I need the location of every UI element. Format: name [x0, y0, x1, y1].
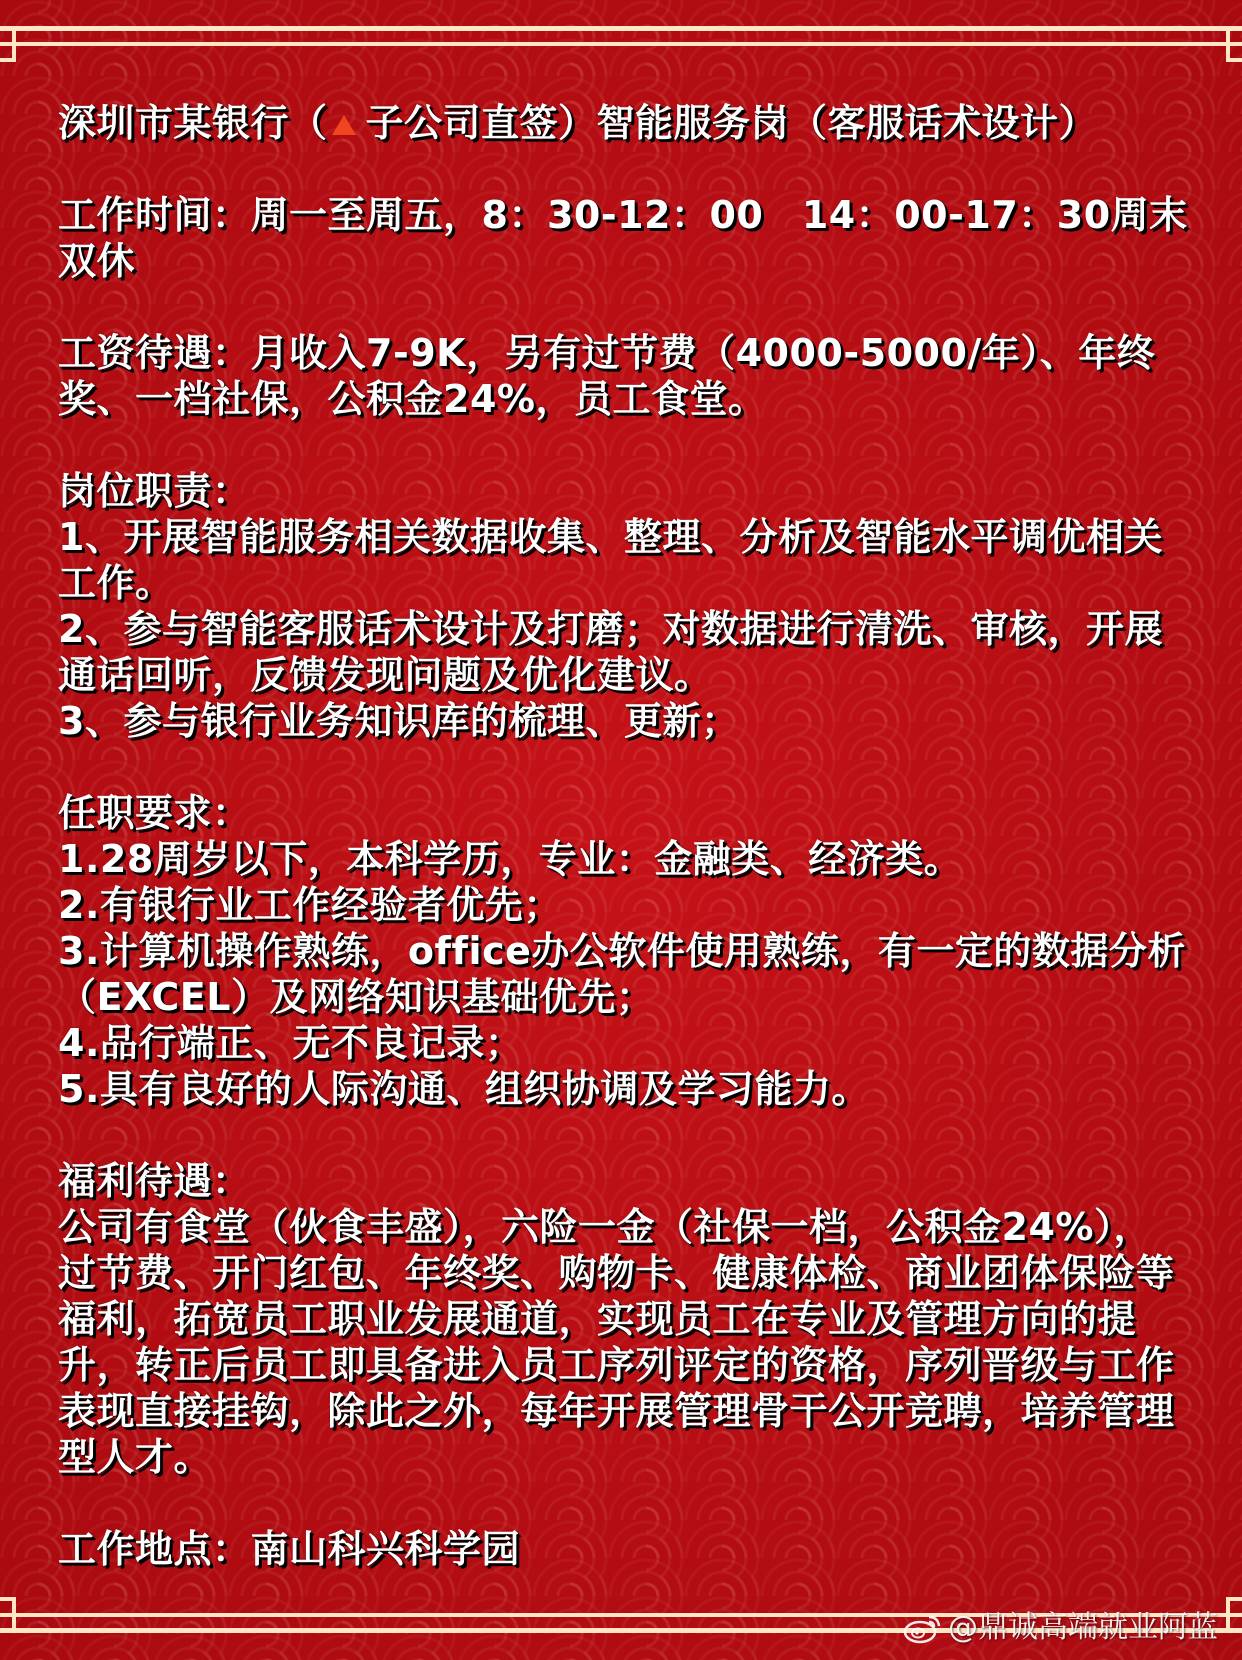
duties-heading: 岗位职责：	[58, 469, 251, 513]
work-location: 工作地点：南山科兴科学园	[58, 1527, 521, 1571]
job-title-prefix: 深圳市某银行（	[58, 101, 328, 145]
duty-item: 1、开展智能服务相关数据收集、整理、分析及智能水平调优相关工作。	[58, 515, 1163, 605]
requirement-item: 5.具有良好的人际沟通、组织协调及学习能力。	[58, 1067, 870, 1111]
spacer	[58, 146, 1188, 192]
duty-item: 3、参与银行业务知识库的梳理、更新；	[58, 699, 740, 743]
frame-top-inner-line	[0, 42, 1242, 46]
requirements-heading: 任职要求：	[58, 791, 251, 835]
spacer	[58, 284, 1188, 330]
job-posting	[58, 100, 1188, 1572]
work-hours: 工作时间：周一至周五，8：30-12：00 14：00-17：30周末双休	[58, 193, 1188, 283]
spacer	[58, 1112, 1188, 1158]
requirement-item: 3.计算机操作熟练，office办公软件使用熟练，有一定的数据分析（EXCEL）及网络知识基础优先；	[58, 929, 1186, 1019]
weibo-watermark	[902, 1610, 1218, 1646]
weibo-icon	[902, 1611, 942, 1645]
frame-corner-top-right	[1226, 26, 1242, 62]
frame-corner-bottom-right	[1226, 1597, 1242, 1633]
spacer	[58, 744, 1188, 790]
requirement-item: 1.28周岁以下，本科学历，专业：金融类、经济类。	[58, 837, 963, 881]
frame-corner-bottom-left	[0, 1597, 16, 1633]
requirement-item: 4.品行端正、无不良记录；	[58, 1021, 524, 1065]
watermark-text: @鼎诚高端就业阿蓝	[948, 1610, 1218, 1645]
triangle-icon	[332, 115, 356, 135]
frame-corner-top-left	[0, 26, 16, 62]
job-title	[58, 100, 1188, 146]
spacer	[58, 1480, 1188, 1526]
job-title-suffix: 子公司直签）智能服务岗（客服话术设计）	[365, 101, 1098, 145]
benefits-text: 公司有食堂（伙食丰盛），六险一金（社保一档，公积金24%），过节费、开门红包、年终奖、购物卡、健康体检、商业团体保险等福利，拓宽员工职业发展通道，实现员工在专业及管理方向的提升，转正后员工即具备进入员工序列评定的资格，序列晋级与工作表现直接挂钩，除此之外，每年开展管理骨干公开竞聘，培养管理型人才。	[58, 1205, 1175, 1479]
salary-info: 工资待遇：月收入7-9K，另有过节费（4000-5000/年）、年终奖、一档社保，公积金24%，员工食堂。	[58, 331, 1156, 421]
benefits-heading: 福利待遇：	[58, 1159, 251, 1203]
frame-top-outer-line	[0, 26, 1242, 31]
spacer	[58, 422, 1188, 468]
requirement-item: 2.有银行业工作经验者优先；	[58, 883, 562, 927]
duty-item: 2、参与智能客服话术设计及打磨；对数据进行清洗、审核，开展通话回听，反馈发现问题及优化建议。	[58, 607, 1163, 697]
